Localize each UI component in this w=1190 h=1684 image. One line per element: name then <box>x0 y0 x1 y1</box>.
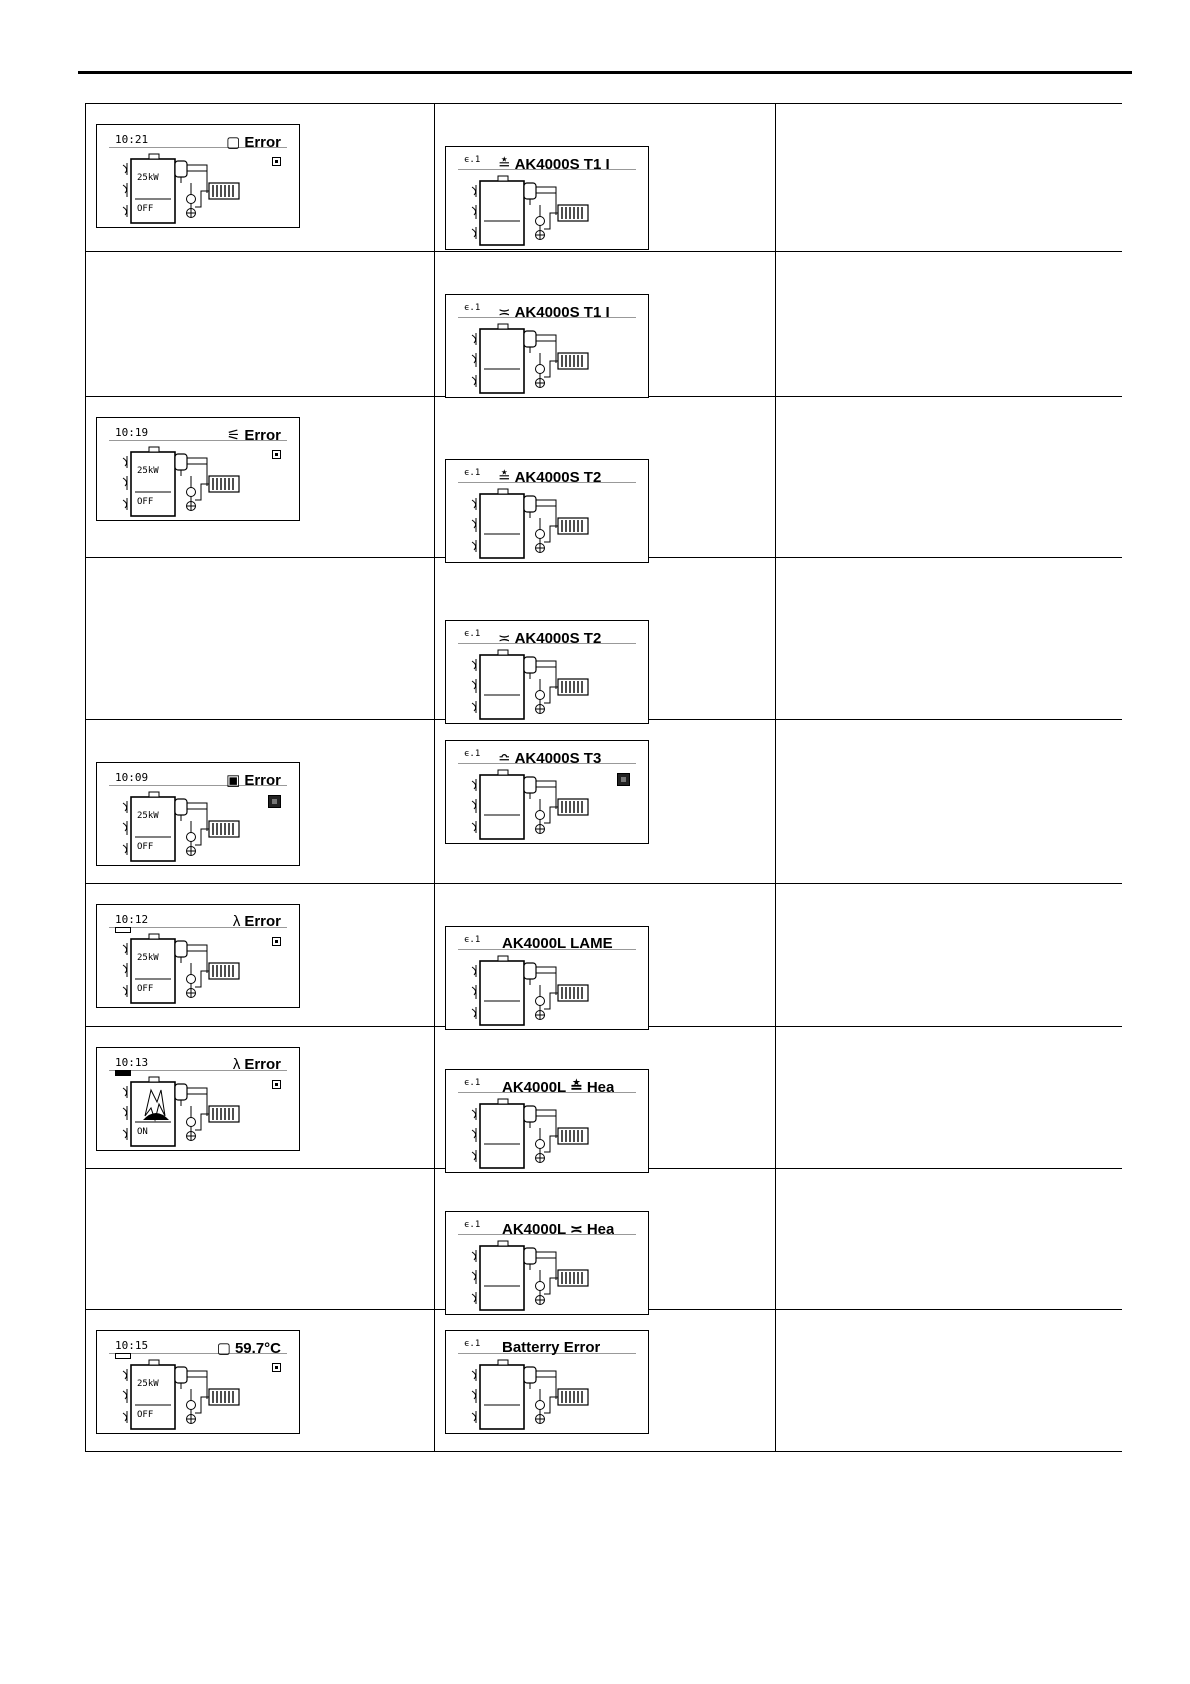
description-cell <box>776 558 1123 720</box>
feeder-icon: ▣ <box>226 772 241 789</box>
display-title <box>226 771 281 789</box>
signal-icon: ϵ.1 <box>464 1078 481 1088</box>
table-row <box>86 884 1123 1027</box>
description-cell <box>776 1169 1123 1310</box>
table-row <box>86 252 1123 397</box>
mode-icon: ≍ <box>498 304 511 321</box>
alternate-display-cell <box>435 1169 776 1310</box>
lambda-icon: λ <box>232 913 241 930</box>
alternate-display-screen <box>445 740 649 844</box>
signal-icon: ϵ.1 <box>464 749 481 759</box>
display-title-text: Error <box>244 134 281 151</box>
alternate-display-cell <box>435 720 776 884</box>
mode-icon: ≏ <box>498 750 511 767</box>
device-title <box>498 1339 600 1356</box>
mode-icon: ≛ <box>498 469 511 486</box>
signal-icon: ϵ.1 <box>464 155 481 165</box>
table-row <box>86 1169 1123 1310</box>
display-title-text: Error <box>244 772 281 789</box>
state-label: OFF <box>137 984 154 994</box>
table-row <box>86 104 1123 252</box>
main-display-cell <box>86 1169 435 1310</box>
main-display-cell <box>86 104 435 252</box>
lambda-icon: λ <box>232 1056 241 1073</box>
alternate-display-screen <box>445 620 649 724</box>
main-display-cell <box>86 884 435 1027</box>
main-display-cell <box>86 1027 435 1169</box>
power-label: 25kW <box>137 173 159 183</box>
signal-icon: ϵ.1 <box>464 303 481 313</box>
signal-icon: ϵ.1 <box>464 468 481 478</box>
alternate-display-screen <box>445 926 649 1030</box>
display-title <box>227 426 281 444</box>
alternate-display-cell <box>435 884 776 1027</box>
state-label: OFF <box>137 497 154 507</box>
device-title-text: AK4000S T2 <box>514 469 602 486</box>
description-cell <box>776 397 1123 558</box>
device-title <box>498 935 613 952</box>
table-row <box>86 1310 1123 1452</box>
main-display-screen <box>96 1330 300 1434</box>
device-title <box>498 303 610 321</box>
display-title-text: Error <box>244 427 281 444</box>
main-display-cell <box>86 397 435 558</box>
device-title-text: Batterry Error <box>502 1339 601 1356</box>
alternate-display-screen <box>445 294 649 398</box>
display-table <box>85 103 1122 1452</box>
description-cell <box>776 884 1123 1027</box>
mode-icon: ≍ <box>498 630 511 647</box>
table-row <box>86 1027 1123 1169</box>
display-title <box>226 133 281 151</box>
power-label: 25kW <box>137 466 159 476</box>
signal-icon: ϵ.1 <box>464 1339 481 1349</box>
main-display-screen <box>96 904 300 1008</box>
alternate-display-screen <box>445 146 649 250</box>
description-cell <box>776 720 1123 884</box>
device-title <box>498 155 610 173</box>
power-label: 25kW <box>137 811 159 821</box>
device-title-text: AK4000S T3 <box>514 750 602 767</box>
main-display-screen <box>96 762 300 866</box>
display-title <box>233 1056 281 1073</box>
flame-sensor-icon: ⚟ <box>226 427 241 444</box>
main-display-cell <box>86 720 435 884</box>
alternate-display-cell <box>435 397 776 558</box>
clock-time: 10:12 <box>115 913 149 926</box>
display-title-text: 59.7°C <box>234 1340 281 1357</box>
state-label: ON <box>137 1127 148 1137</box>
device-title <box>498 1220 614 1238</box>
device-title-text: AK4000L ≛ Hea <box>502 1079 615 1096</box>
main-display-screen <box>96 417 300 521</box>
description-cell <box>776 104 1123 252</box>
display-title <box>233 913 281 930</box>
alternate-display-screen <box>445 1330 649 1434</box>
device-title <box>498 1078 614 1096</box>
table-row <box>86 558 1123 720</box>
power-label: 25kW <box>137 1379 159 1389</box>
device-title-text: AK4000S T1 I <box>514 304 610 321</box>
device-title-text: AK4000S T1 I <box>514 156 610 173</box>
clock-time: 10:09 <box>115 771 149 784</box>
main-display-cell <box>86 1310 435 1452</box>
main-display-cell <box>86 558 435 720</box>
device-title <box>498 629 601 647</box>
signal-icon: ϵ.1 <box>464 1220 481 1230</box>
clock-time: 10:15 <box>115 1339 149 1352</box>
thermostat-icon: ▢ <box>226 134 241 151</box>
alternate-display-screen <box>445 1069 649 1173</box>
alternate-display-screen <box>445 1211 649 1315</box>
clock-time: 10:19 <box>115 426 149 439</box>
device-title-text: AK4000L LAME <box>502 935 613 952</box>
signal-icon: ϵ.1 <box>464 935 481 945</box>
description-cell <box>776 1310 1123 1452</box>
alternate-display-cell <box>435 558 776 720</box>
mode-icon: ≛ <box>498 156 511 173</box>
clock-time: 10:13 <box>115 1056 149 1069</box>
alternate-display-cell <box>435 104 776 252</box>
table-row <box>86 720 1123 884</box>
signal-icon: ϵ.1 <box>464 629 481 639</box>
device-title <box>498 749 601 767</box>
device-title <box>498 468 601 486</box>
main-display-screen <box>96 124 300 228</box>
device-title-text: AK4000S T2 <box>514 630 602 647</box>
device-title-text: AK4000L ≍ Hea <box>502 1221 615 1238</box>
display-title-text: Error <box>244 913 281 930</box>
alternate-display-cell <box>435 252 776 397</box>
header-rule <box>78 71 1132 74</box>
description-cell <box>776 252 1123 397</box>
alternate-display-screen <box>445 459 649 563</box>
table-row <box>86 397 1123 558</box>
state-label: OFF <box>137 204 154 214</box>
display-title <box>217 1339 281 1357</box>
alternate-display-cell <box>435 1027 776 1169</box>
main-display-screen <box>96 1047 300 1151</box>
clock-time: 10:21 <box>115 133 149 146</box>
display-title-text: Error <box>244 1056 281 1073</box>
state-label: OFF <box>137 842 154 852</box>
description-cell <box>776 1027 1123 1169</box>
main-display-cell <box>86 252 435 397</box>
power-label: 25kW <box>137 953 159 963</box>
thermostat-icon: ▢ <box>216 1340 231 1357</box>
state-label: OFF <box>137 1410 154 1420</box>
alternate-display-cell <box>435 1310 776 1452</box>
